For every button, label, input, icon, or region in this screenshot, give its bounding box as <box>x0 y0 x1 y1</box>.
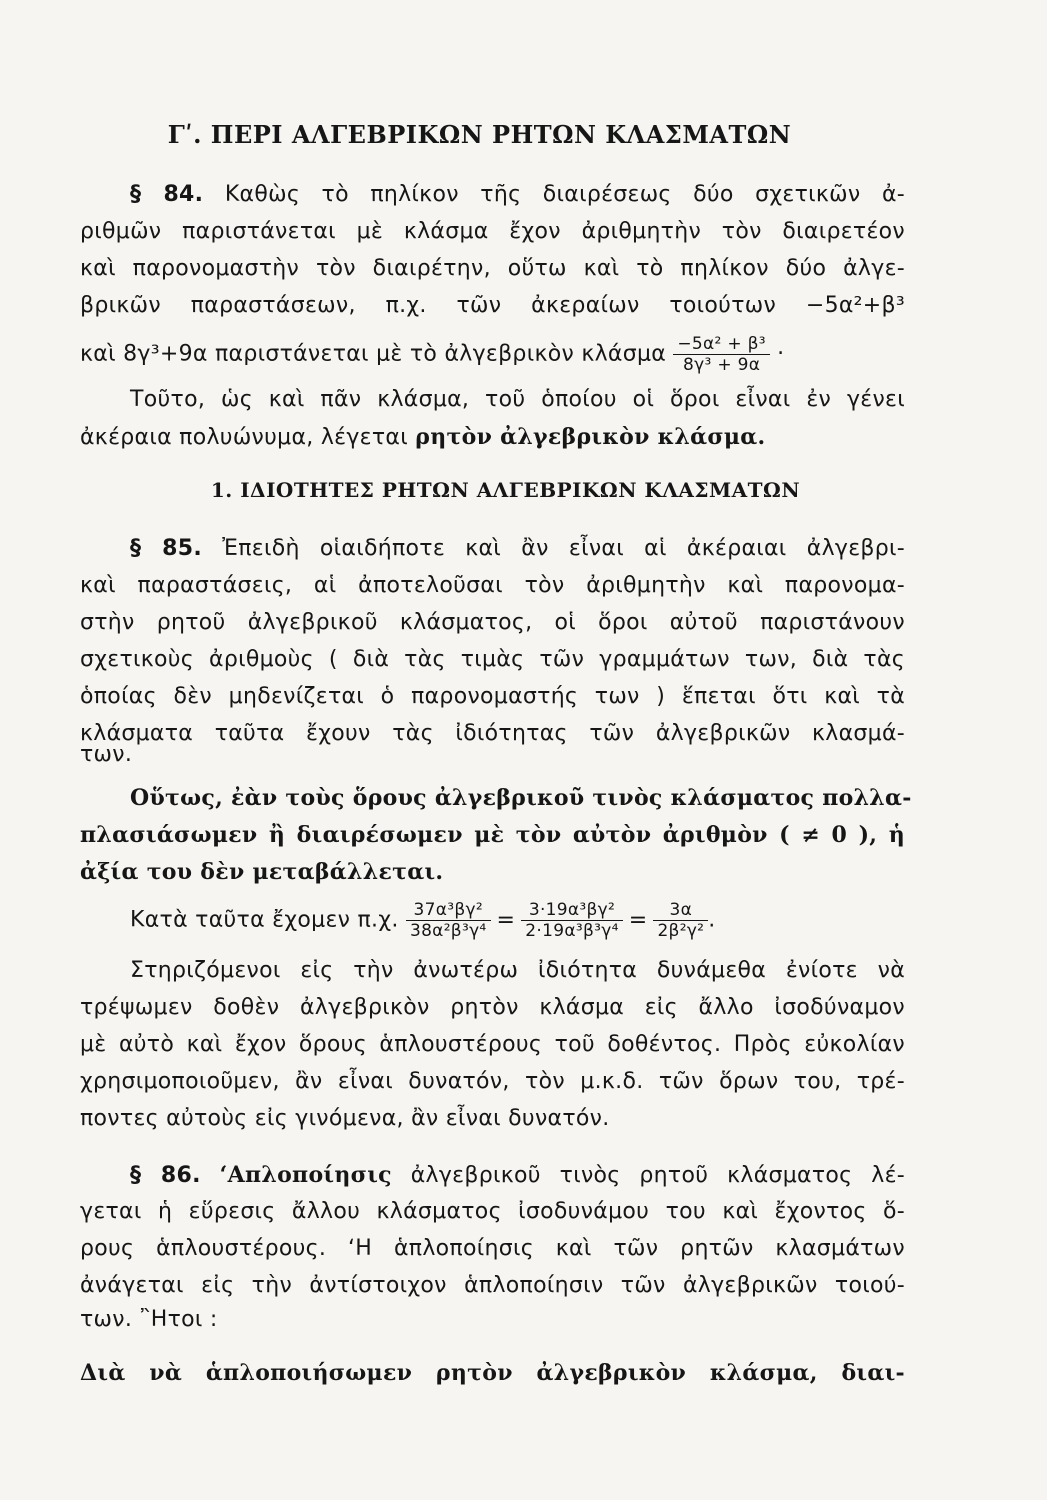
fraction-a: $\frac{\text{37α³βγ²}}{\text{38α²β³γ⁴}}$ <box>406 900 491 941</box>
s85-para-line-1: Στηριζόμενοι εἰς τὴν ἀνωτέρω ἰδιότητα δυνάμεθα ἐνίοτε νὰ <box>130 958 905 983</box>
s85-para-line-2: τρέψωμεν δοθὲν ἀλγεβρικὸν ρητὸν κλάσμα εἰς ἄλλο ἰσοδύναμον <box>80 995 905 1020</box>
s85-line-7: των. <box>80 742 133 767</box>
s86-line-5: των. ῍Ητοι : <box>80 1307 218 1332</box>
chapter-title: Γʹ. ΠΕΡΙ ΑΛΓΕΒΡΙΚΩΝ ΡΗΤΩΝ ΚΛΑΣΜΑΤΩΝ <box>167 120 792 149</box>
s84-line-4: βρικῶν παραστάσεων, π.χ. τῶν ἀκεραίων τοιούτων −5α²+β³ <box>80 293 905 318</box>
fraction-c: $\frac{3\alpha}{\text{2β²γ²}}$ <box>653 900 708 941</box>
section-number-86: § 86. <box>130 1163 201 1188</box>
s86-rule-line: Διὰ νὰ ἁπλοποιήσωμεν ρητὸν ἀλγεβρικὸν κλάσμα, διαι- <box>80 1360 905 1386</box>
s85-rule-line-1: Οὕτως, ἐὰν τοὺς ὅρους ἀλγεβρικοῦ τινὸς κλάσματος πολλα- <box>130 785 912 811</box>
s86-line-3: ρους ἁπλουστέρους. ʻΗ ἁπλοποίησις καὶ τῶν ρητῶν κλασμάτων <box>80 1236 905 1261</box>
s86-line-2: γεται ἡ εὕρεσις ἄλλου κλάσματος ἰσοδυνάμου του καὶ ἔχοντος ὅ- <box>80 1199 905 1224</box>
s85-line-3: στὴν ρητοῦ ἀλγεβρικοῦ κλάσματος, οἱ ὅροι αὐτοῦ παριστάνουν <box>80 610 905 635</box>
s85-rule-line-2: πλασιάσωμεν ἢ διαιρέσωμεν μὲ τὸν αὐτὸν ἀριθμὸν ( ≠ 0 ), ἡ <box>80 822 905 848</box>
s84-line-7: ἀκέραια πολυώνυμα, λέγεται ρητὸν ἀλγεβρικὸν κλάσμα. <box>80 424 766 450</box>
s86-line-1: § 86. ʻΑπλοποίησις ἀλγεβρικοῦ τινὸς ρητοῦ κλάσματος λέ- <box>130 1162 905 1188</box>
s85-rule-line-3: ἀξία του δὲν μεταβάλλεται. <box>80 859 444 885</box>
section-number-84: § 84. <box>130 182 204 207</box>
s85-para-line-4: χρησιμοποιοῦμεν, ἂν εἶναι δυνατόν, τὸν μ.κ.δ. τῶν ὅρων του, τρέ- <box>80 1069 905 1094</box>
section-number-85: § 85. <box>130 536 203 561</box>
s84-line-5: καὶ 8γ³+9α παριστάνεται μὲ τὸ ἀλγεβρικὸν κλάσμα $\frac{\text{−5α² + β³}}{\text{8γ³ + 9α}}$ · <box>80 334 785 375</box>
s85-line-4: σχετικοὺς ἀριθμοὺς ( διὰ τὰς τιμὰς τῶν γραμμάτων των, διὰ τὰς <box>80 647 905 672</box>
s85-example-line: Κατὰ ταῦτα ἔχομεν π.χ. $\frac{\text{37α³βγ²}}{\text{38α²β³γ⁴}}$ = $\frac{\text{3·19α³βγ²}}{\text{2·19α³β³γ⁴}}$ = $\frac{3\alpha}{\text{2β²γ²}}$ . <box>130 900 716 941</box>
term-rational-fraction: ρητὸν ἀλγεβρικὸν κλάσμα. <box>415 424 766 450</box>
s84-line-2: ριθμῶν παριστάνεται μὲ κλάσμα ἔχον ἀριθμητὴν τὸν διαιρετέον <box>80 219 905 244</box>
section-subtitle: 1. ΙΔΙΟΤΗΤΕΣ ΡΗΤΩΝ ΑΛΓΕΒΡΙΚΩΝ ΚΛΑΣΜΑΤΩΝ <box>210 478 801 502</box>
s85-line-1: § 85. Ἐπειδὴ οἱαιδήποτε καὶ ἂν εἶναι αἱ ἀκέραιαι ἀλγεβρι- <box>130 536 905 561</box>
s86-line-4: ἀνάγεται εἰς τὴν ἀντίστοιχον ἁπλοποίησιν τῶν ἀλγεβρικῶν τοιού- <box>80 1273 905 1298</box>
s85-line-5: ὁποίας δὲν μηδενίζεται ὁ παρονομαστής των ) ἕπεται ὅτι καὶ τὰ <box>80 684 905 709</box>
s84-line-1: § 84. Καθὼς τὸ πηλίκον τῆς διαιρέσεως δύο σχετικῶν ἀ- <box>130 182 906 207</box>
fraction-example-1: $\frac{\text{−5α² + β³}}{\text{8γ³ + 9α}}$ <box>673 334 770 375</box>
s85-para-line-3: μὲ αὐτὸ καὶ ἔχον ὅρους ἁπλουστέρους τοῦ δοθέντος. Πρὸς εὐκολίαν <box>80 1032 905 1057</box>
s85-line-2: καὶ παραστάσεις, αἱ ἀποτελοῦσαι τὸν ἀριθμητὴν καὶ παρονομα- <box>80 573 905 598</box>
fraction-b: $\frac{\text{3·19α³βγ²}}{\text{2·19α³β³γ⁴}}$ <box>521 900 622 941</box>
s85-line-6: κλάσματα ταῦτα ἔχουν τὰς ἰδιότητας τῶν ἀλγεβρικῶν κλασμά- <box>80 721 905 746</box>
s84-line-6: Τοῦτο, ὡς καὶ πᾶν κλάσμα, τοῦ ὁποίου οἱ ὅροι εἶναι ἐν γένει <box>130 387 905 412</box>
s84-line-3: καὶ παρονομαστὴν τὸν διαιρέτην, οὕτω καὶ τὸ πηλίκον δύο ἀλγε- <box>80 256 905 281</box>
term-simplification: ʻΑπλοποίησις <box>219 1162 392 1188</box>
s85-para-line-5: ποντες αὐτοὺς εἰς γινόμενα, ἂν εἶναι δυνατόν. <box>80 1106 610 1131</box>
